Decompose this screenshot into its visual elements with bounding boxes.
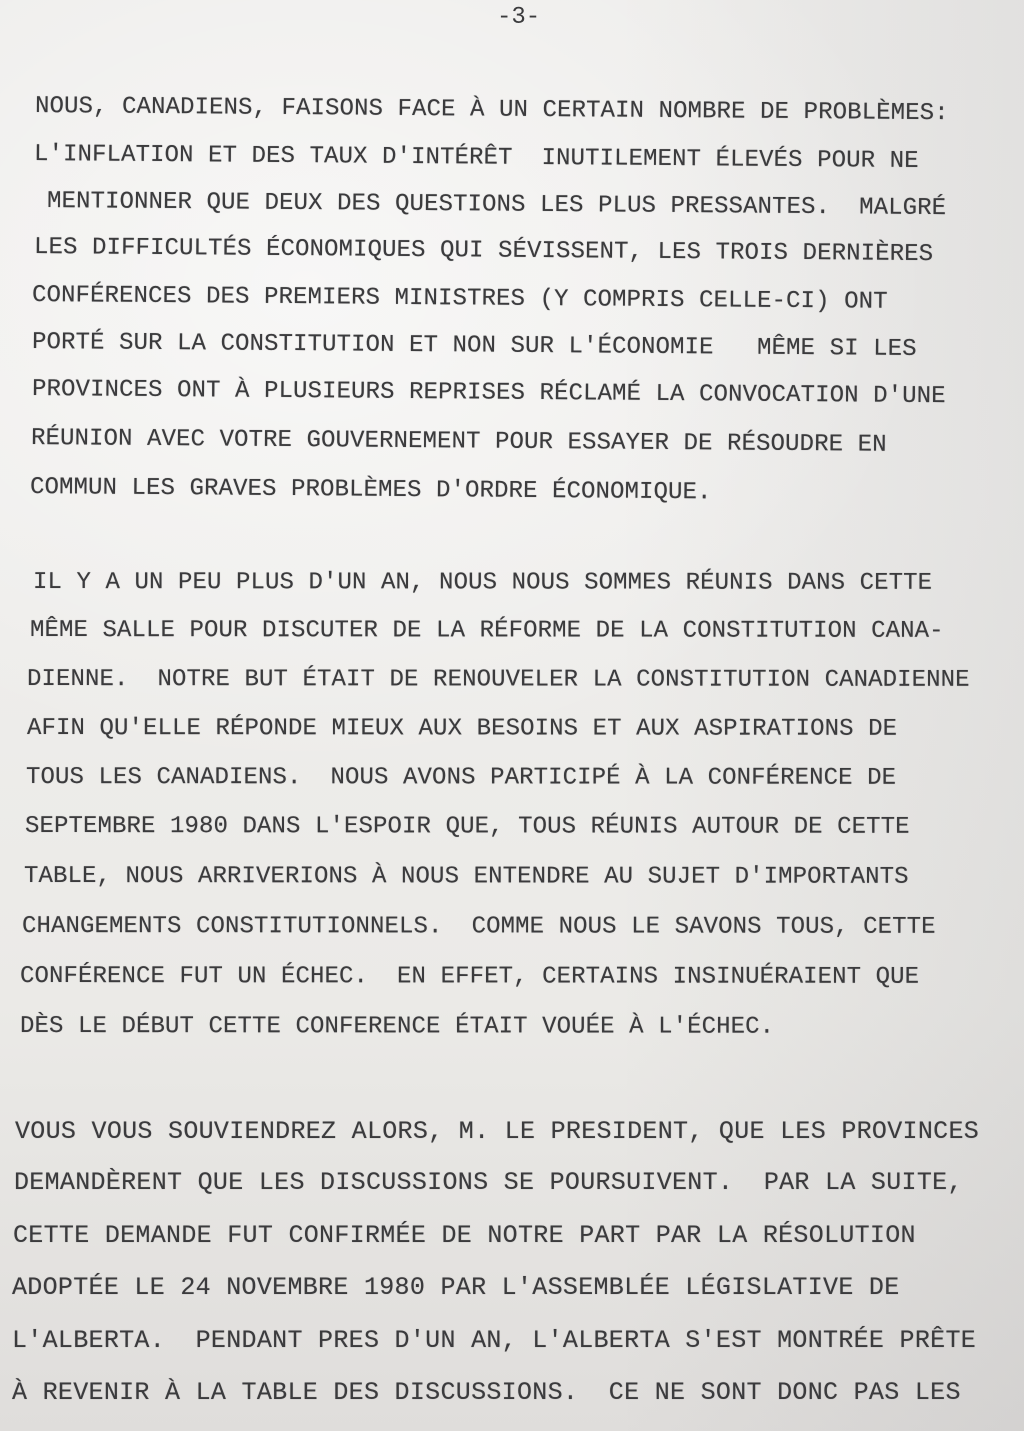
text-line: VOUS VOUS SOUVIENDREZ ALORS, M. LE PRESIDENT, QUE LES PROVINCES [15, 1117, 980, 1146]
text-line: CONFÉRENCE FUT UN ÉCHEC. EN EFFET, CERTAINS INSINUÉRAIENT QUE [19, 963, 920, 991]
text-line: LES DIFFICULTÉS ÉCONOMIQUES QUI SÉVISSENT, LES TROIS DERNIÈRES [33, 234, 934, 269]
text-line: L'INFLATION ET DES TAUX D'INTÉRÊT INUTILEMENT ÉLEVÉS POUR NE [33, 141, 919, 175]
text-line: TABLE, NOUS ARRIVERIONS À NOUS ENTENDRE AU SUJET D'IMPORTANTS [23, 863, 909, 891]
text-line: PORTÉ SUR LA CONSTITUTION ET NON SUR L'ÉCONOMIE MÊME SI LES [31, 329, 917, 363]
text-line: IL Y A UN PEU PLUS D'UN AN, NOUS NOUS SOMMES RÉUNIS DANS CETTE [32, 569, 933, 597]
text-line: PROVINCES ONT À PLUSIEURS REPRISES RÉCLAMÉ LA CONVOCATION D'UNE [31, 376, 946, 411]
text-line: TOUS LES CANADIENS. NOUS AVONS PARTICIPÉ À LA CONFÉRENCE DE [25, 764, 897, 792]
text-line: MENTIONNER QUE DEUX DES QUESTIONS LES PLUS PRESSANTES. MALGRÉ [46, 188, 947, 223]
text-line: ADOPTÉE LE 24 NOVEMBRE 1980 PAR L'ASSEMBLÉE LÉGISLATIVE DE [12, 1273, 900, 1302]
text-line: DÈS LE DÉBUT CETTE CONFERENCE ÉTAIT VOUÉE À L'ÉCHEC. [19, 1013, 775, 1041]
text-line: DEMANDÈRENT QUE LES DISCUSSIONS SE POURSUIVENT. PAR LA SUITE, [14, 1168, 963, 1197]
text-line: CONFÉRENCES DES PREMIERS MINISTRES (Y COMPRIS CELLE-CI) ONT [31, 282, 888, 316]
text-line: À REVENIR À LA TABLE DES DISCUSSIONS. CE NE SONT DONC PAS LES [12, 1378, 961, 1407]
text-line: L'ALBERTA. PENDANT PRES D'UN AN, L'ALBERTA S'EST MONTRÉE PRÊTE [12, 1326, 977, 1355]
text-line: MÊME SALLE POUR DISCUTER DE LA RÉFORME DE LA CONSTITUTION CANA- [29, 617, 944, 645]
text-line: SEPTEMBRE 1980 DANS L'ESPOIR QUE, TOUS RÉUNIS AUTOUR DE CETTE [24, 813, 910, 841]
text-line: CETTE DEMANDE FUT CONFIRMÉE DE NOTRE PART PAR LA RÉSOLUTION [13, 1221, 916, 1250]
text-line: DIENNE. NOTRE BUT ÉTAIT DE RENOUVELER LA CONSTITUTION CANADIENNE [26, 666, 970, 694]
text-line: COMMUN LES GRAVES PROBLÈMES D'ORDRE ÉCONOMIQUE. [29, 474, 712, 507]
text-line: NOUS, CANADIENS, FAISONS FACE À UN CERTAIN NOMBRE DE PROBLÈMES: [34, 93, 949, 128]
text-line: RÉUNION AVEC VOTRE GOUVERNEMENT POUR ESSAYER DE RÉSOUDRE EN [30, 425, 887, 459]
page-number: -3- [497, 4, 541, 31]
text-line: AFIN QU'ELLE RÉPONDE MIEUX AUX BESOINS ET AUX ASPIRATIONS DE [26, 715, 898, 743]
text-line: CHANGEMENTS CONSTITUTIONNELS. COMME NOUS LE SAVONS TOUS, CETTE [21, 913, 936, 941]
